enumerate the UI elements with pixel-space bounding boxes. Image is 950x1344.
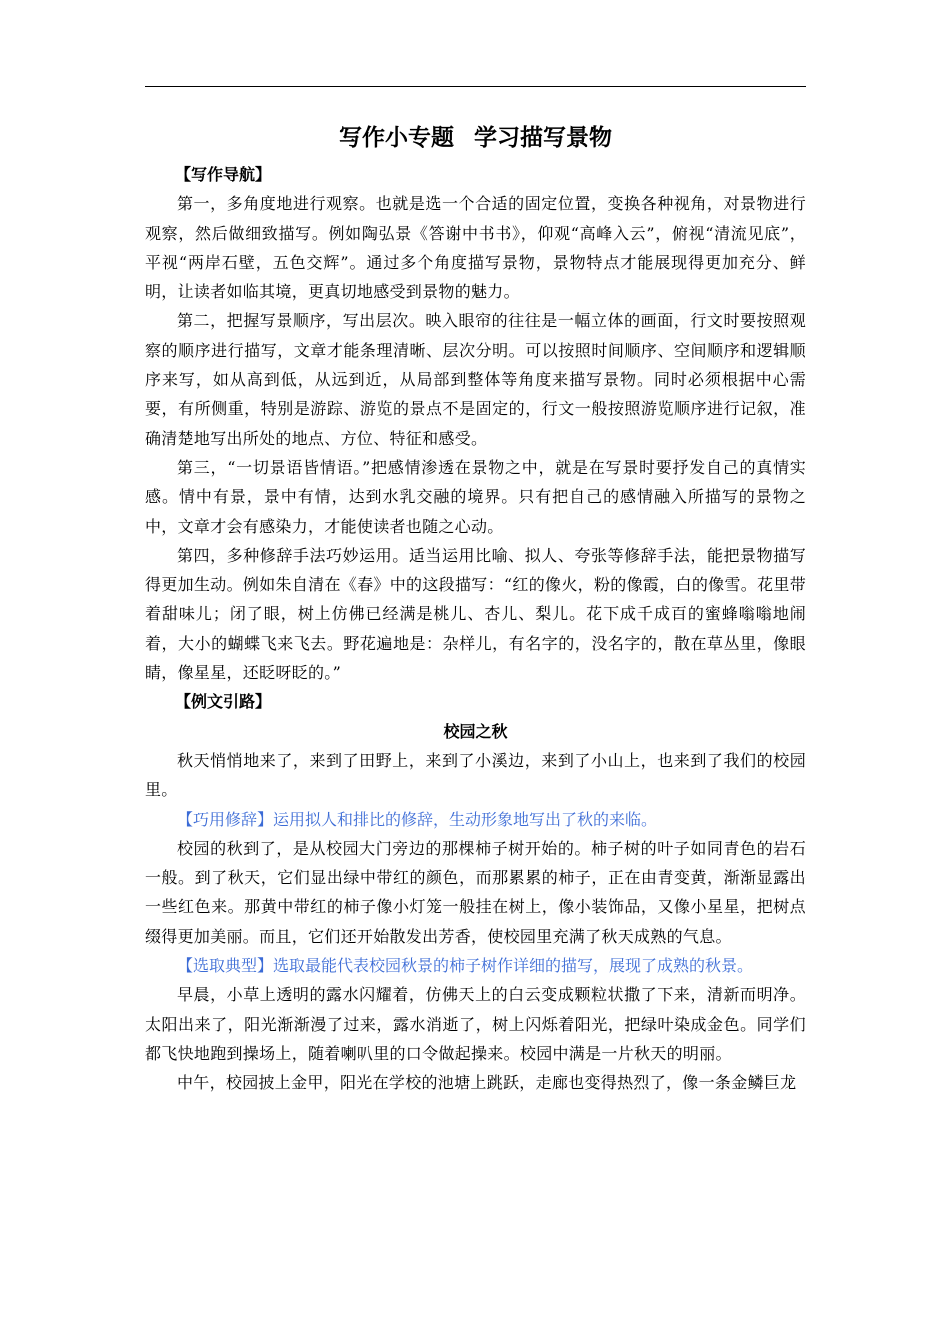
guide-paragraph-3: 第三，“一切景语皆情语。”把感情渗透在景物之中，就是在写景时要抒发自己的真情实感。情中有景，景中有情，达到水乳交融的境界。只有把自己的感情融入所描写的景物之中，文章才会有感染力，才能使读者也随之心动。 [145,457,806,536]
comment-typical: 【选取典型】选取最能代表校园秋景的柿子树作详细的描写，展现了成熟的秋景。 [177,956,754,976]
section-heading-guide: 【写作导航】 [175,165,272,184]
title-part-1: 写作小专题 [339,125,454,151]
title-part-2: 学习描写景物 [474,125,612,151]
document-body [145,118,806,1098]
essay-title: 校园之秋 [443,721,508,741]
document-title [145,118,806,160]
essay-paragraph-1: 秋天悄悄地来了，来到了田野上，来到了小溪边，来到了小山上，也来到了我们的校园里。 [145,750,806,800]
guide-paragraph-4: 第四，多种修辞手法巧妙运用。适当运用比喻、拟人、夸张等修辞手法，能把景物描写得更加生动。例如朱自清在《春》中的这段描写：“红的像火，粉的像霞，白的像雪。花里带着甜味儿；闭了眼，树上仿佛已经满是桃儿、杏儿、梨儿。花下成千成百的蜜蜂嗡嗡地闹着，大小的蝴蝶飞来飞去。野花遍地是：杂样儿，有名字的，没名字的，散在草丛里，像眼睛，像星星，还眨呀眨的。” [145,545,806,683]
essay-paragraph-3: 早晨，小草上透明的露水闪耀着，仿佛天上的白云变成颗粒状撒了下来，清新而明净。太阳出来了，阳光渐渐漫了过来，露水消逝了，树上闪烁着阳光，把绿叶染成金色。同学们都飞快地跑到操场上，随着喇叭里的口令做起操来。校园中满是一片秋天的明丽。 [145,985,806,1063]
comment-rhetoric: 【巧用修辞】运用拟人和排比的修辞，生动形象地写出了秋的来临。 [177,809,658,829]
essay-paragraph-2: 校园的秋到了，是从校园大门旁边的那棵柿子树开始的。柿子树的叶子如同青色的岩石一般。到了秋天，它们显出绿中带红的颜色，而那累累的柿子，正在由青变黄，渐渐显露出一些红色来。那黄中带红的柿子像小灯笼一般挂在树上，像小装饰品，又像小星星，把树点缀得更加美丽。而且，它们还开始散发出芳香，使校园里充满了秋天成熟的气息。 [145,838,806,946]
section-heading-example: 【例文引路】 [175,692,272,712]
essay-paragraph-4: 中午，校园披上金甲，阳光在学校的池塘上跳跃，走廊也变得热烈了，像一条金鳞巨龙 [177,1073,797,1093]
header-rule [145,86,806,87]
guide-paragraph-2: 第二，把握写景顺序，写出层次。映入眼帘的往往是一幅立体的画面，行文时要按照观察的顺序进行描写，文章才能条理清晰、层次分明。可以按照时间顺序、空间顺序和逻辑顺序来写，如从高到低，从远到近，从局部到整体等角度来描写景物。同时必须根据中心需要，有所侧重，特别是游踪、游览的景点不是固定的，行文一般按照游览顺序进行记叙，准确清楚地写出所处的地点、方位、特征和感受。 [145,311,806,448]
guide-paragraph-1: 第一，多角度地进行观察。也就是选一个合适的固定位置，变换各种视角，对景物进行观察，然后做细致描写。例如陶弘景《答谢中书书》，仰观“高峰入云”，俯视“清流见底”，平视“两岸石壁，五色交辉”。通过多个角度描写景物，景物特点才能展现得更加充分、鲜明，让读者如临其境，更真切地感受到景物的魅力。 [145,194,806,302]
